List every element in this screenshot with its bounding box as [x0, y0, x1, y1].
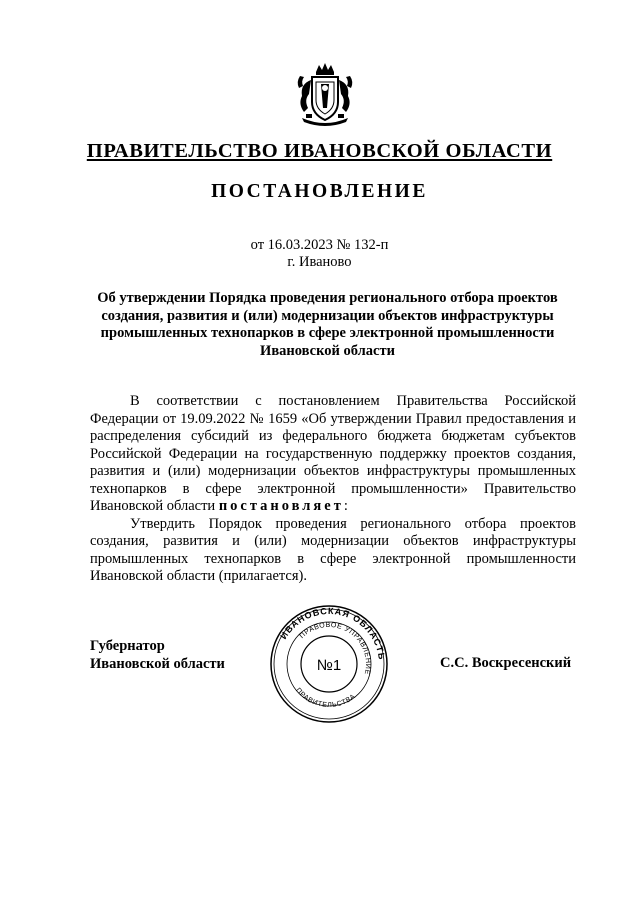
coat-of-arms-emblem [294, 62, 356, 128]
body-paragraph-2: Утвердить Порядок проведения регионального отбора проектов создания, развития и (или) модернизации объектов инфраструктуры промышленных технопарков в сфере электронной промышленности Ивановской области (прилагается). [90, 515, 576, 584]
body-paragraph-1 [90, 393, 576, 516]
government-title: ПРАВИТЕЛЬСТВО ИВАНОВСКОЙ ОБЛАСТИ [86, 140, 553, 162]
document-subject: Об утверждении Порядка проведения регионального отбора проектов создания, развития и (или) модернизации объектов инфраструктуры промышленных технопарков в сфере электронной промышленности Ивановской области [97, 290, 558, 359]
signer-title-line-2: Ивановской области [90, 656, 225, 672]
decision-word: постановляет [218, 498, 344, 514]
date-block [0, 237, 639, 271]
city: г. Иваново [287, 254, 352, 270]
stamp-inner-text: ПРАВОВОЕ УПРАВЛЕНИЕ [298, 621, 372, 676]
stamp-bottom-text: ПРАВИТЕЛЬСТВА [294, 686, 358, 710]
stamp-number: №1 [316, 657, 342, 674]
document-body [90, 393, 576, 586]
stamp-ring-text: ИВАНОВСКАЯ ОБЛАСТЬ [278, 605, 387, 661]
svg-text:ПРАВИТЕЛЬСТВА [294, 687, 357, 709]
signer-title-line-1: Губернатор [90, 638, 165, 654]
document-type: ПОСТАНОВЛЕНИЕ [211, 181, 428, 202]
official-stamp [268, 604, 390, 724]
signer-name: С.С. Воскресенский [440, 655, 572, 671]
paragraph-1-text: В соответствии с постановлением Правительства Российской Федерации от 19.09.2022 № 1659 «Об утверждении Правил предоставления и распределения субсидий из федерального бюджета бюджетам субъектов Российской Федерации на государственную поддержку проектов создания, развития и (или) модернизации объектов инфраструктуры промышленных технопарков в сфере электронной промышленности» Правительство Ивановской области [90, 393, 576, 514]
signer-title [90, 637, 225, 673]
date-number: от 16.03.2023 № 132-п [250, 237, 389, 253]
svg-text:ИВАНОВСКАЯ ОБЛАСТЬ [278, 606, 387, 661]
decision-colon: : [343, 498, 348, 514]
